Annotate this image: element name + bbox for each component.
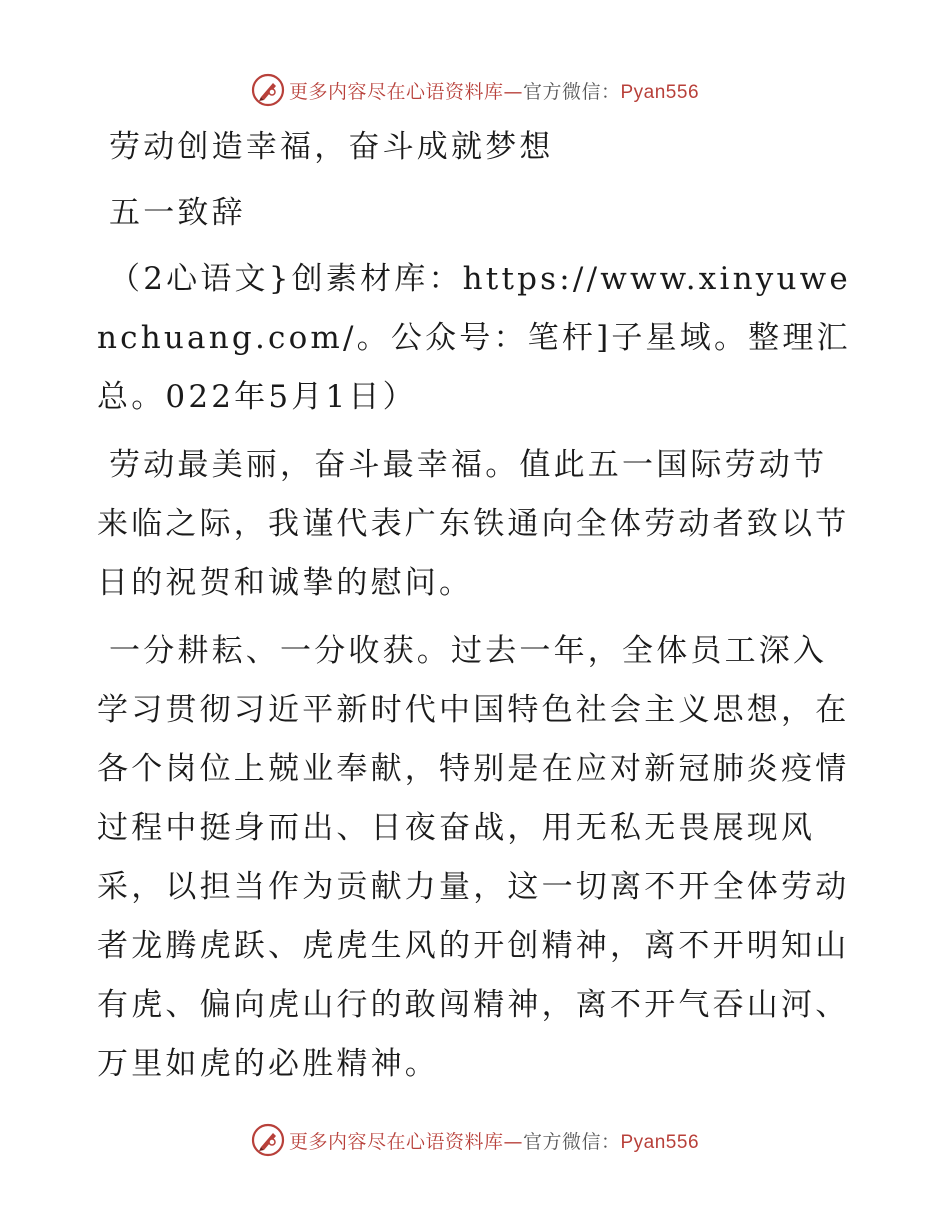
header-banner-text [289, 77, 699, 104]
pen-logo-icon [251, 73, 285, 107]
header-dash: — [503, 80, 523, 103]
footer-dash: — [503, 1130, 523, 1153]
header-wechat-id: Pyan556 [620, 81, 700, 103]
document-subtitle: 五一致辞 [109, 195, 246, 231]
footer-banner-inner [251, 1123, 699, 1157]
footer-official-label: 官方微信： [522, 1130, 621, 1153]
footer-site-text: 更多内容尽在心语资料库 [288, 1130, 504, 1153]
document-body [97, 118, 857, 1094]
footer-banner-text [289, 1127, 699, 1154]
header-banner [0, 70, 950, 110]
header-banner-inner [251, 73, 699, 107]
pen-logo-icon [251, 1123, 285, 1157]
footer-banner [0, 1120, 950, 1160]
header-official-label: 官方微信： [522, 80, 621, 103]
document-title: 劳动创造幸福，奋斗成就梦想 [109, 129, 554, 165]
paragraph-1: 劳动最美丽，奋斗最幸福。值此五一国际劳动节来临之际，我谨代表广东铁通向全体劳动者致以节日的祝贺和诚挚的慰问。 [97, 447, 850, 601]
header-site-text: 更多内容尽在心语资料库 [288, 80, 504, 103]
footer-wechat-id: Pyan556 [620, 1131, 700, 1153]
source-note: （2心语文}创素材库：https://www.xinyuwenchuang.com/。公众号：笔杆]子星域。整理汇总。022年5月1日） [97, 261, 851, 415]
paragraph-2: 一分耕耘、一分收获。过去一年，全体员工深入学习贯彻习近平新时代中国特色社会主义思想，在各个岗位上兢业奉献，特别是在应对新冠肺炎疫情过程中挺身而出、日夜奋战，用无私无畏展现风采，以担当作为贡献力量，这一切离不开全体劳动者龙腾虎跃、虎虎生风的开创精神，离不开明知山有虎、偏向虎山行的敢闯精神，离不开气吞山河、万里如虎的必胜精神。 [97, 633, 850, 1082]
